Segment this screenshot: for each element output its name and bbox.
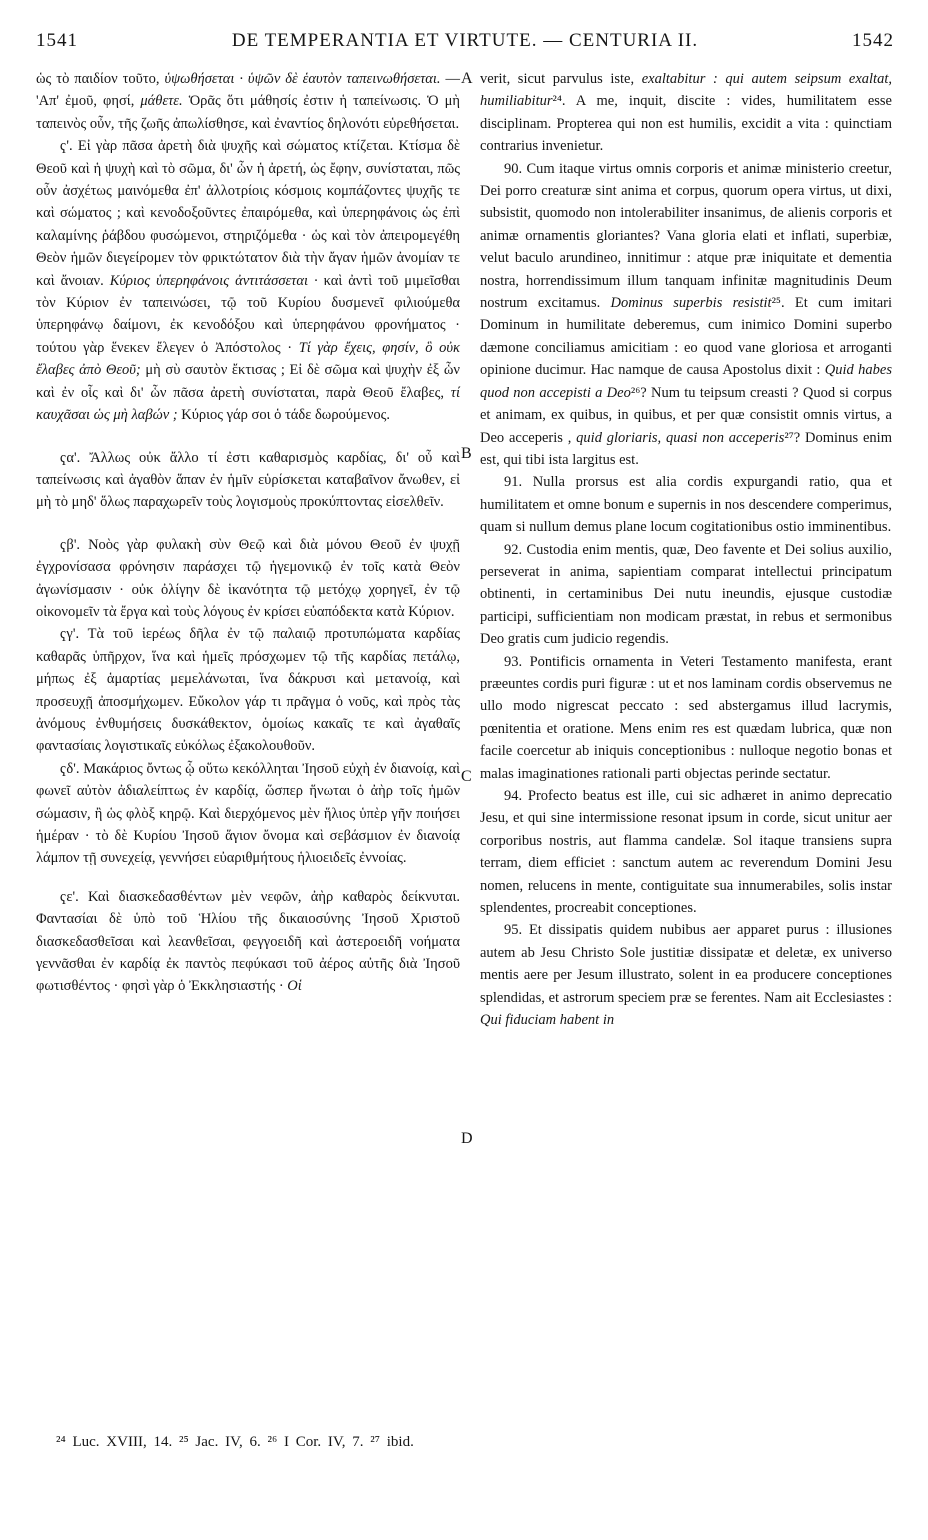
page-number-right: 1542: [852, 30, 894, 51]
greek-chapter-92: ҁβ'. Νοὸς γὰρ φυλακὴ σὺν Θεῷ καὶ διὰ μόνου Θεοῦ ἐν ψυχῇ ἐγχρονίσασα φρόνησιν παράσχει τῷ ἡγεμονικῷ ἐν τοῖς κατὰ Θεὸν ἀγωνίσμασιν · οὐκ ὀλίγην δὲ ἱκανότητα τῷ μετόχῳ χορηγεῖ, ἐν τῷ οἰκονομεῖν τὰ ἔργα καὶ τοὺς λόγους ἐν κρίσει εὐαπόδεκτα κατὰ Κύριον.: [36, 536, 460, 620]
latin-column: [480, 68, 892, 1031]
greek-chapter-91: ҁα'. Ἄλλως οὐκ ἄλλο τί ἐστι καθαρισμὸς καρδίας, δι' οὗ καὶ ταπείνωσις καὶ ἀγαθὸν ἅπαν ἐν ἡμῖν εὑρίσκεται καταβαῖνον ἄνωθεν, εἰ μὴ τὸ μηδ' ὅλως παραχωρεῖν τοὺς λογισμοὺς προκύπτοντας εἰσελθεῖν.: [36, 449, 460, 511]
footnote-ref-25: ²⁵: [771, 295, 781, 312]
latin-chapter-91: 91. Nulla prorsus est alia cordis expurgandi ratio, qua et humilitatem et omne bonum e supernis in nos descendere comperimus, quam si nullum demus plane locum cogitationibus ostio imminentibus.: [480, 474, 892, 536]
footnote-ref-24: ²⁴: [552, 93, 562, 110]
margin-letter-d: D: [461, 1130, 473, 1147]
page-number-left: 1541: [36, 30, 78, 51]
latin-intro: verit, sicut parvulus iste, exaltabitur : qui autem seipsum exaltat, humiliabitur²⁴. A me, inquit, discite : vides, humilitatem esse disciplinam. Propterea qui non est humilis, excidit a vita : quinctiam contrarius invenietur.: [480, 71, 892, 155]
running-header: [36, 30, 894, 60]
greek-intro: ὡς τὸ παιδίον τοῦτο, ὑψωθήσεται · ὑψῶν δὲ ἑαυτὸν ταπεινωθήσεται. — 'Απ' ἐμοῦ, φησί, μάθετε. Ὁρᾶς ὅτι μάθησίς ἐστιν ἡ ταπείνωσις. Ὁ μὴ ταπεινὸς οὖν, τῆς ζωῆς ἀπωλίσθησε, καὶ ἐναντίος δηλονότι εὑρεθήσεται.: [36, 71, 461, 132]
greek-chapter-94: ҁδ'. Μακάριος ὄντως ᾧ οὕτω κεκόλληται Ἰησοῦ εὐχὴ ἐν διανοίᾳ, καὶ φωνεῖ αὐτὸν ἀδιαλείπτως ἐν καρδίᾳ, ὥσπερ ἥνωται ὁ ἀὴρ τοῖς ἡμῶν σώμασιν, ἢ ὡς φλὸξ κηρῷ. Καὶ διερχόμενος μὲν ἥλιος ὑπὲρ γῆν ποιήσει ἡμέραν · τὸ δὲ Κυρίου Ἰησοῦ ἅγιον ὄνομα καὶ σεβάσμιον ἐν διανοίᾳ λάμπον τῇ συνεχείᾳ, γεννήσει εὐαριθμήτους ἡλιοειδεῖς ἐννοίας.: [36, 760, 460, 867]
greek-chapter-95: ҁε'. Καὶ διασκεδασθέντων μὲν νεφῶν, ἀὴρ καθαρὸς δείκνυται. Φαντασίαι δὲ ὑπὸ τοῦ Ἡλίου τῆς δικαιοσύνης Ἰησοῦ Χριστοῦ διασκεδασθεῖσαι καὶ λεανθεῖσαι, φεγγοειδῆ καὶ ἀστεροειδῆ νοήματα γεννᾶσθαι ἐν καρδίᾳ ἐκ παντὸς πεφύκασι τοῦ ἀέρος αὐτῆς διὰ Ἰησοῦ φωτισθέντος · φησὶ γὰρ ὁ Ἐκκλησιαστής · Οἱ: [36, 888, 460, 995]
latin-chapter-95: 95. Et dissipatis quidem nubibus aer apparet purus : illusiones autem ab Jesu Christo Sole justitiæ dissipatæ et deletæ, ex universo mentis aere per Jesum illustrato, solent in ea producere conceptiones splendidas, et astrorum speciem præ se ferentes. Nam ait Ecclesiastes : Qui fiduciam habent in: [480, 922, 892, 1029]
margin-letter-b: B: [461, 445, 472, 462]
footnote-ref-27: ²⁷: [784, 429, 794, 446]
latin-chapter-93: 93. Pontificis ornamenta in Veteri Testamento manifesta, erant præeuntes cordis puri figuræ : ut et nos laminam cordis observemus ne ullo modo nigrescat peccato : sed abstergamus illud lacrymis, pœnitentia et oratione. Mens enim res est quædam lubrica, quæ non facile coercetur ab iniquis conceptionibus : nulloque negotio bonas et malas imaginationes rationali parti objectas perinde sectatur.: [480, 653, 892, 782]
latin-chapter-92: 92. Custodia enim mentis, quæ, Deo favente et Dei solius auxilio, perseverat in anima, sapientiam comparat intellectui principatum obtinenti, in certaminibus Dei nutu ineundis, ejusque custodiæ participi, sufficientiam non modicam præstat, in rebus et sermonibus Deo gratis cum judicio regendis.: [480, 541, 892, 648]
margin-letter-c: C: [461, 768, 472, 785]
latin-chapter-94: 94. Profecto beatus est ille, cui sic adhæret in animo deprecatio Jesu, et qui sine intermissione resonat ipsum in corde, sicut unitur aer corporibus nostris, aut flamma candelæ. Sol itaque transiens supra terram, diem efficiet : sanctum autem ac reverendum Domini Jesu nomen, relucens in mente, contiguitate sua innumerabiles, solis instar splendentes, procreabit conceptiones.: [480, 788, 892, 917]
footnote-ref-26: ²⁶: [630, 384, 641, 401]
greek-column: [36, 68, 460, 998]
margin-letter-a: A: [461, 70, 473, 87]
greek-chapter-93: ҁγ'. Τὰ τοῦ ἱερέως δῆλα ἐν τῷ παλαιῷ προτυπώματα καρδίας καθαρᾶς ὑπῆρχον, ἵνα καὶ ἡμεῖς πρόσχωμεν τῷ τῆς καρδίας πετάλῳ, μήπως ἐξ ἁμαρτίας μεμελάνωται, ἵνα δάκρυσι καὶ μετανοίᾳ, καὶ προσευχῇ ἀποσμήχωμεν. Εὔκολον γάρ τι πρᾶγμα ὁ νοῦς, καὶ πρὸς τὰς ἀνόμους ἐνθυμήσεις δυσκάθεκτον, ὁμοίως κακαῖς τε καὶ ἀγαθαῖς φαντασίαις λογιστικαῖς εὐκόλως ἐξακολουθοῦν.: [36, 626, 460, 755]
greek-chapter-90: ҁ'. Εἰ γὰρ πᾶσα ἀρετὴ διὰ ψυχῆς καὶ σώματος κτίζεται. Κτίσμα δὲ Θεοῦ καὶ ἡ ψυχὴ καὶ τὸ σῶμα, δι' ὧν ἡ ἀρετή, ὡς ἔφην, συνίσταται, πῶς οὖν ἀσχέτως μαινόμεθα ἐπ' ἀλλοτρίοις κόσμοις κομπάζοντες ψυχῆς τε καὶ σώματος ; καὶ κενοδοξοῦντες ἐπαιρόμεθα, καὶ ὑπερηφάνοις ὡς ἐπὶ καλαμίνης ῥάβδου φυσώμενοι, στηριζόμεθα · ὡς καὶ τὸν ἀπειρομεγέθη Θεὸν ἡμῶν διεγείρομεν τὸν φρικτώτατον διὰ τὴν ἄγαν ἡμῶν ἀνομίαν τε καὶ ἄνοιαν. Κύριος ὑπερηφάνοις ἀντιτάσσεται · καὶ ἀντὶ τοῦ μιμεῖσθαι τὸν Κύριον ἐν ταπεινώσει, τῷ τοῦ Κυρίου δυσμενεῖ φιλιούμεθα ὑπερηφάνῳ δαίμονι, ἐκ κενοδόξου καὶ ὑπερηφάνου φρονήματος · τούτου γὰρ ἕνεκεν ἔλεγεν ὁ Ἀπόστολος · Τί γὰρ ἔχεις, φησίν, ὃ οὐκ ἔλαβες ἀπὸ Θεοῦ; μὴ σὺ σαυτὸν ἔκτισας ; Εἰ δὲ σῶμα καὶ ψυχὴν ἐξ ὧν καὶ ἐν οἷς καὶ δι' ὧν πᾶσα ἀρετὴ συνίσταται, παρὰ Θεοῦ ἔλαβες, τί καυχᾶσαι ὡς μὴ λαβών ; Κύριος γάρ σοι ὁ τάδε δωρούμενος.: [36, 138, 460, 424]
running-title: DE TEMPERANTIA ET VIRTUTE. — CENTURIA II.: [231, 30, 699, 51]
latin-chapter-90: 90. Cum itaque virtus omnis corporis et animæ ministerio creetur, Dei porro creaturæ sint anima et corpus, quorum opera virtus, ut dixi, subsistit, quomodo non intolerabiliter insanimus, de alienis corporis et animæ ornamentis gloriantes? Vana gloria elati et inflati, superbiæ, velut baculo arundineo, innitimur : atque præ iniquitate et dementia nostra, horrendissimum illum tanquam infinitæ magnitudinis Deum nostrum excitamus. Dominus superbis resistit²⁵. Et cum imitari Dominum in humilitate deberemus, cum inimico Domini superbo dæmone conciliamus amicitiam : eo quod vane gloriosa et arroganti opinione ducimur. Hac namque de causa Apostolus dixit : Quid habes quod non accepisti a Deo²⁶? Num tu teipsum creasti ? Quod si corpus et animam, ex quibus, in quibus, et per quæ consistit omnis virtus, a Deo acceperis , quid gloriaris, quasi non acceperis²⁷? Dominus enim est, qui tibi ista largitus est.: [480, 160, 892, 468]
footnotes: ²⁴ Luc. XVIII, 14. ²⁵ Jac. IV, 6. ²⁶ I Cor. IV, 7. ²⁷ ibid.: [56, 1434, 414, 1450]
